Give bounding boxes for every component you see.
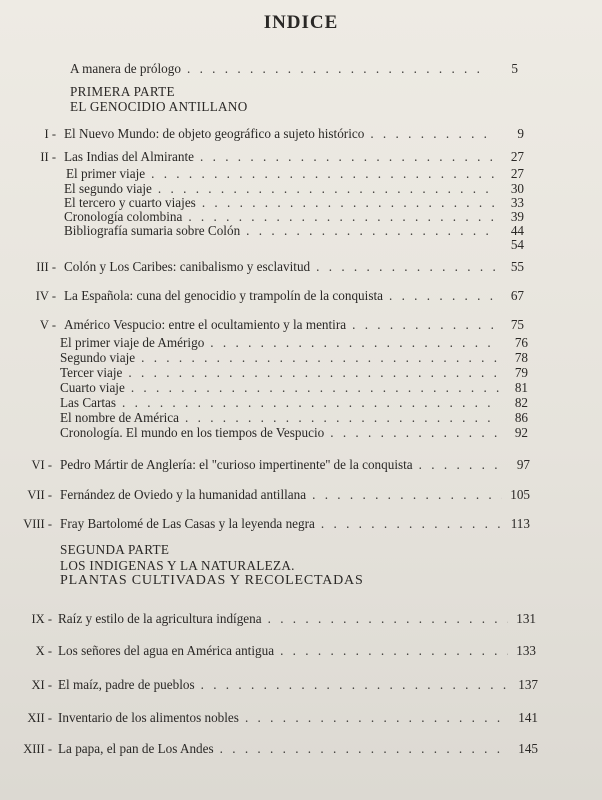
toc-entry-page: 30	[510, 181, 524, 196]
toc-entry	[64, 258, 524, 276]
toc-entry-page: 39	[510, 209, 524, 224]
toc-entry-label: La papa, el pan de Los Andes	[58, 741, 214, 756]
toc-entry-page: 131	[516, 611, 536, 626]
toc-entry-page: 92	[514, 425, 528, 440]
toc-entry-page: 79	[514, 365, 528, 380]
dot-leader	[330, 424, 500, 442]
toc-entry-page: 145	[518, 741, 538, 756]
toc-entry-page: 76	[514, 335, 528, 350]
toc-entry-label: Bibliografía sumaria sobre Colón	[64, 223, 241, 238]
toc-entry-page: 141	[518, 710, 538, 725]
toc-entry	[64, 236, 524, 254]
toc-entry-label: El segundo viaje	[64, 181, 152, 196]
toc-entry-label: El nombre de América	[60, 410, 180, 425]
toc-entry	[58, 610, 536, 628]
toc-entry-label: Inventario de los alimentos nobles	[58, 710, 239, 725]
toc-entry-label: La Española: cuna del genocidio y trampolín de la conquista	[64, 288, 383, 303]
dot-leader	[352, 316, 496, 334]
part-heading-line: PLANTAS CULTIVADAS Y RECOLECTADAS	[60, 573, 364, 588]
toc-entry	[60, 486, 530, 504]
chapter-number: XIII -	[23, 742, 52, 756]
toc-entry-label: El tercero y cuarto viajes	[64, 195, 196, 210]
toc-entry-page: 82	[514, 395, 528, 410]
dot-leader	[200, 148, 496, 166]
chapter-number: VI -	[31, 458, 52, 472]
dot-leader	[389, 287, 496, 305]
toc-entry	[58, 676, 538, 694]
toc-entry-label: Los señores del agua en América antigua	[58, 643, 275, 658]
toc-entry-page: 113	[510, 516, 530, 531]
dot-leader	[370, 125, 496, 143]
dot-leader	[245, 709, 510, 727]
toc-entry-page: 105	[510, 487, 530, 502]
toc-entry-label: Cuarto viaje	[60, 380, 125, 395]
chapter-number: VIII -	[23, 517, 52, 531]
part-heading-line: EL GENOCIDIO ANTILLANO	[70, 99, 248, 114]
toc-entry	[60, 515, 530, 533]
toc-entry-page: 81	[514, 380, 528, 395]
part-heading-line: LOS INDIGENAS Y LA NATURALEZA.	[60, 558, 295, 573]
toc-entry-label: A manera de prólogo	[70, 61, 181, 76]
toc-entry-page: 54	[510, 237, 524, 252]
dot-leader	[316, 258, 496, 276]
dot-leader	[280, 642, 508, 660]
dot-leader	[312, 486, 502, 504]
toc-entry	[60, 456, 530, 474]
toc-entry-label: Fernández de Oviedo y la humanidad antillana	[60, 487, 307, 502]
toc-entry-page: 97	[516, 457, 530, 472]
toc-entry-label: El primer viaje de Amérigo	[60, 335, 205, 350]
toc-entry-page: 86	[514, 410, 528, 425]
part-heading-line: PRIMERA PARTE	[70, 84, 175, 99]
toc-entry-label: Cronología. El mundo en los tiempos de Vespucio	[60, 425, 325, 440]
toc-entry-label: Pedro Mártir de Anglería: el ''curioso impertinente'' de la conquista	[60, 457, 413, 472]
chapter-number: II -	[40, 150, 56, 164]
chapter-number: IV -	[35, 289, 56, 303]
toc-entry-prologue	[70, 60, 518, 78]
toc-entry	[64, 316, 524, 334]
toc-entry-page: 55	[510, 259, 524, 274]
chapter-number: V -	[39, 318, 56, 332]
toc-entry-label: El Nuevo Mundo: de objeto geográfico a sujeto histórico	[64, 126, 365, 141]
toc-entry-page: 9	[517, 126, 524, 141]
chapter-number: XI -	[31, 678, 52, 692]
toc-entry-page: 67	[510, 288, 524, 303]
page-title: INDICE	[263, 12, 339, 33]
dot-leader	[187, 60, 490, 78]
dot-leader	[321, 515, 502, 533]
part-heading-line: SEGUNDA PARTE	[60, 542, 170, 557]
toc-entry-label: El maíz, padre de pueblos	[58, 677, 195, 692]
toc-entry	[64, 125, 524, 143]
toc-entry	[60, 424, 528, 442]
toc-entry-label: Cronología colombina	[64, 209, 183, 224]
toc-entry-label: El primer viaje	[66, 166, 146, 181]
chapter-number: III -	[36, 260, 56, 274]
toc-entry-label: Las Cartas	[60, 395, 117, 410]
toc-entry-page: 5	[511, 61, 518, 76]
toc-entry-page: 133	[516, 643, 536, 658]
chapter-number: XII -	[27, 711, 52, 725]
toc-entry	[58, 709, 538, 727]
toc-entry-page: 33	[510, 195, 524, 210]
toc-entry-label: Segundo viaje	[60, 350, 136, 365]
toc-entry-page: 27	[510, 166, 524, 181]
chapter-number: I -	[44, 127, 56, 141]
chapter-number: VII -	[27, 488, 52, 502]
toc-entry	[58, 740, 538, 758]
toc-entry-label: Tercer viaje	[60, 365, 123, 380]
toc-entry-label: Américo Vespucio: entre el ocultamiento y la mentira	[64, 317, 347, 332]
dot-leader	[419, 456, 502, 474]
dot-leader	[268, 610, 508, 628]
toc-entry-label: Fray Bartolomé de Las Casas y la leyenda negra	[60, 516, 315, 531]
chapter-number: X -	[35, 644, 52, 658]
toc-entry-page: 27	[510, 149, 524, 164]
toc-entry-page: 137	[518, 677, 538, 692]
toc-entry	[64, 287, 524, 305]
toc-entry	[64, 148, 524, 166]
toc-entry-label: Raíz y estilo de la agricultura indígena	[58, 611, 262, 626]
dot-leader	[220, 740, 510, 758]
dot-leader	[201, 676, 510, 694]
toc-entry	[58, 642, 536, 660]
toc-entry-label: Las Indias del Almirante	[64, 149, 195, 164]
toc-entry-page: 44	[510, 223, 524, 238]
toc-entry-label: Colón y Los Caribes: canibalismo y esclavitud	[64, 259, 311, 274]
toc-entry-page: 75	[510, 317, 524, 332]
chapter-number: IX -	[31, 612, 52, 626]
toc-entry-page: 78	[514, 350, 528, 365]
